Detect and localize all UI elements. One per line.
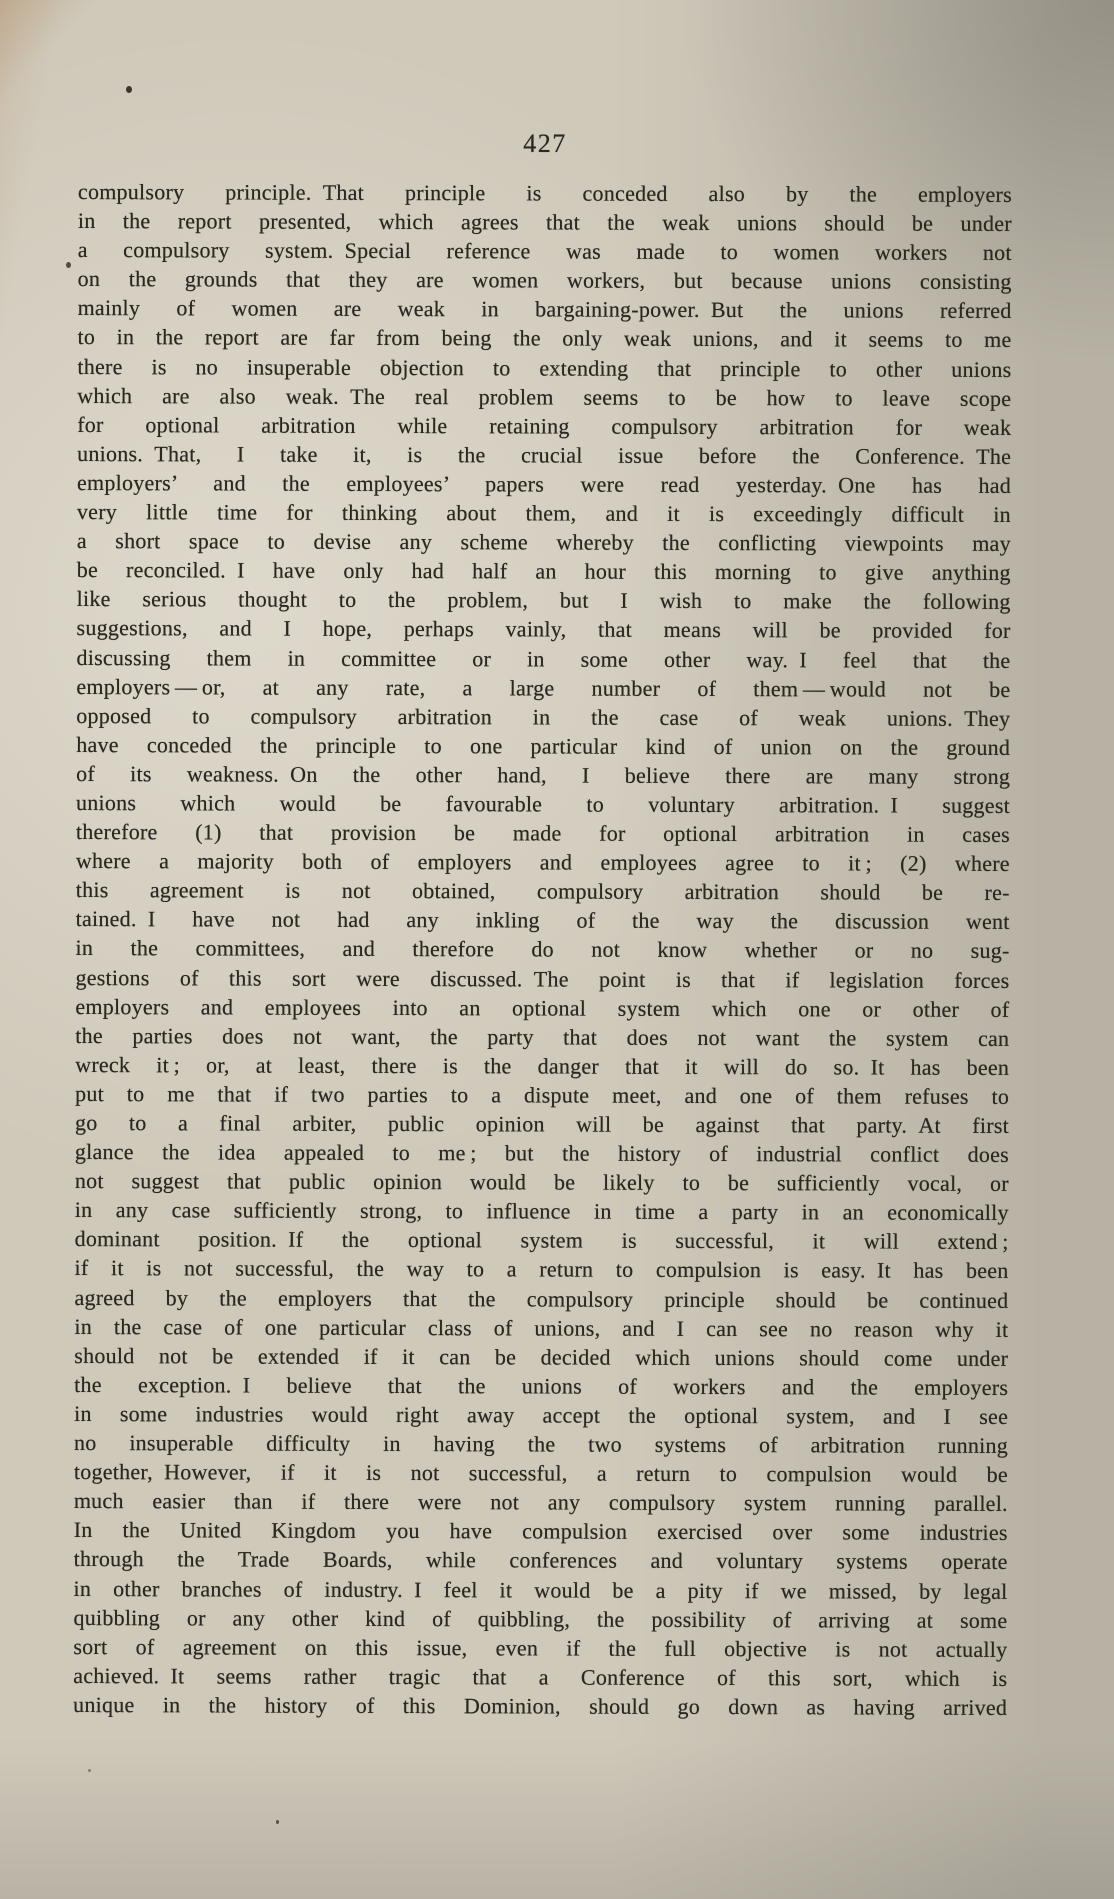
text-line: discussing them in committee or in some other way. I feel that the [76, 644, 1011, 673]
text-line: have conceded the principle to one particular kind of union on the ground [76, 731, 1011, 760]
text-line: compulsory principle. That principle is conceded also by the employers [77, 178, 1012, 207]
text-line: agreed by the employers that the compulsory principle should be continued [74, 1284, 1009, 1313]
text-line: much easier than if there were not any compulsory system running parallel. [73, 1488, 1008, 1517]
text-line: employers — or, at any rate, a large number of them — would not be [76, 673, 1011, 702]
text-line: therefore (1) that provision be made for optional arbitration in cases [75, 819, 1010, 847]
text-line: should not be extended if it can be decided which unions should come under [74, 1342, 1009, 1371]
text-line: achieved. It seems rather tragic that a Conference of this sort, which is [73, 1662, 1008, 1691]
text-line: the parties does not want, the party that does not want the system can [75, 1022, 1010, 1051]
text-line: through the Trade Boards, while conferences and voluntary systems operate [73, 1546, 1008, 1575]
text-line: employers and employees into an optional system which one or other of [75, 993, 1010, 1022]
text-line: like serious thought to the problem, but I wish to make the following [76, 586, 1011, 615]
text-line: a short space to devise any scheme whereby the conflicting viewpoints may [76, 528, 1011, 557]
text-line: dominant position. If the optional system is successful, it will extend ; [74, 1226, 1009, 1255]
ink-speck [126, 86, 132, 93]
ink-speck [276, 1820, 279, 1824]
text-line: together, However, if it is not successful, a return to compulsion would be [73, 1459, 1008, 1488]
text-line: wreck it ; or, at least, there is the danger that it will do so. It has been [75, 1051, 1010, 1080]
text-line: in other branches of industry. I feel it would be a pity if we missed, by legal [73, 1575, 1008, 1604]
text-line: gestions of this sort were discussed. The point is that if legislation forces [75, 964, 1010, 993]
ink-speck [66, 262, 71, 268]
text-line: not suggest that public opinion would be likely to be sufficiently vocal, or [74, 1168, 1009, 1197]
text-line: in the committees, and therefore do not know whether or no sug- [75, 935, 1010, 964]
text-line: suggestions, and I hope, perhaps vainly, that means will be provided for [76, 615, 1011, 644]
text-line: unions which would be favourable to voluntary arbitration. I suggest [75, 789, 1011, 818]
text-line: a compulsory system. Special reference was made to women workers not [77, 237, 1012, 266]
text-line: in some industries would right away accept the optional system, and I see [74, 1400, 1009, 1429]
text-line: opposed to compulsory arbitration in the case of weak unions. They [76, 702, 1011, 731]
text-line: be reconciled. I have only had half an hour this morning to give anything [76, 557, 1011, 586]
text-line: glance the idea appealed to me ; but the history of industrial conflict does [74, 1139, 1009, 1168]
text-line: of its weakness. On the other hand, I believe there are many strong [76, 760, 1011, 789]
text-line: tained. I have not had any inkling of the way the discussion went [75, 906, 1010, 935]
text-line: which are also weak. The real problem seems to be how to leave scope [77, 382, 1012, 411]
text-line: unique in the history of this Dominion, should go down as having arrived [73, 1691, 1008, 1720]
text-line: if it is not successful, the way to a return to compulsion is easy. It has been [74, 1255, 1009, 1284]
text-line: to in the report are far from being the only weak unions, and it seems to me [77, 324, 1012, 353]
text-line: put to me that if two parties to a dispute meet, and one of them refuses to [75, 1080, 1010, 1109]
text-line: no insuperable difficulty in having the two systems of arbitration running [73, 1430, 1009, 1458]
ink-speck [88, 1769, 91, 1772]
page-number: 427 [523, 129, 567, 158]
text-line: there is no insuperable objection to extending that principle to other unions [77, 353, 1012, 382]
text-line: on the grounds that they are women workers, but because unions consisting [77, 266, 1012, 295]
text-line: go to a final arbiter, public opinion will be against that party. At first [74, 1109, 1010, 1138]
text-line: in the report presented, which agrees that the weak unions should be under [77, 208, 1012, 237]
text-line: where a majority both of employers and employees agree to it ; (2) where [75, 848, 1010, 877]
text-line: employers’ and the employees’ papers were read yesterday. One has had [77, 469, 1012, 498]
body-text [73, 177, 1012, 1722]
text-line: for optional arbitration while retaining compulsory arbitration for weak [77, 411, 1012, 440]
text-line: In the United Kingdom you have compulsion exercised over some industries [73, 1517, 1008, 1546]
text-line: sort of agreement on this issue, even if the full objective is not actually [73, 1633, 1008, 1662]
text-line: in any case sufficiently strong, to influence in time a party in an economically [74, 1197, 1009, 1226]
text-line: quibbling or any other kind of quibbling, the possibility of arriving at some [73, 1604, 1008, 1633]
text-line: this agreement is not obtained, compulsory arbitration should be re- [75, 877, 1010, 906]
text-line: unions. That, I take it, is the crucial issue before the Conference. The [77, 440, 1012, 469]
text-line: the exception. I believe that the unions of workers and the employers [74, 1371, 1009, 1400]
text-line: very little time for thinking about them, and it is exceedingly difficult in [76, 499, 1011, 527]
text-line: mainly of women are weak in bargaining-power. But the unions referred [77, 295, 1012, 324]
text-line: in the case of one particular class of unions, and I can see no reason why it [74, 1313, 1009, 1342]
